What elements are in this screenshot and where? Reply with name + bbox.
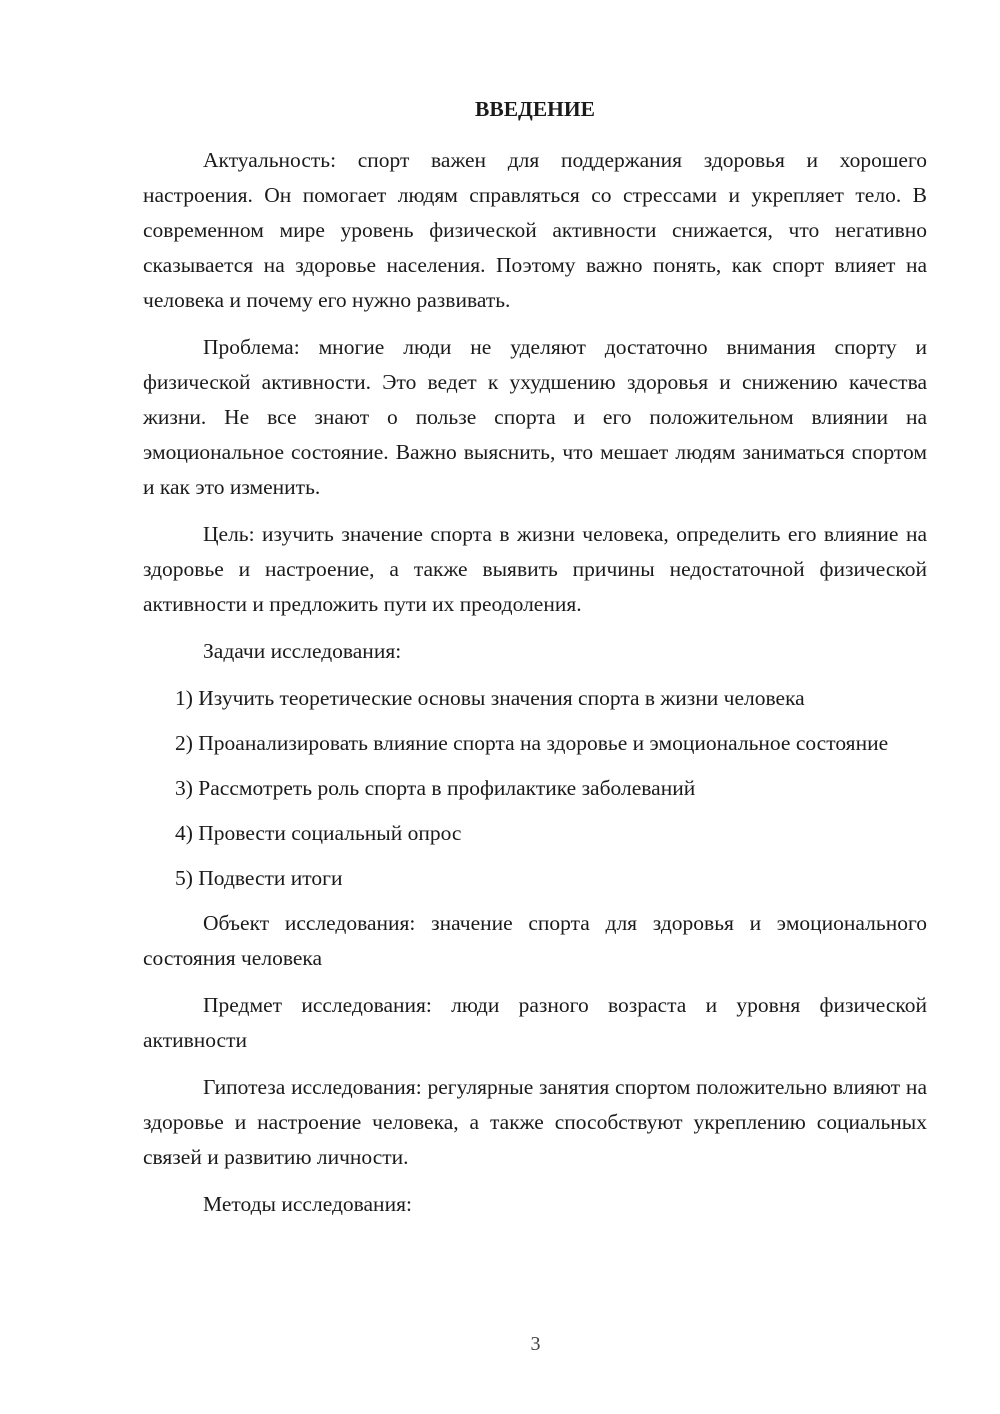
methods-heading: Методы исследования: [203,1192,412,1216]
task-item-1: 1) Изучить теоретические основы значения спорта в жизни человека [175,686,805,710]
task-item-5: 5) Подвести итоги [175,866,343,890]
paragraph-object: Объект исследования: значение спорта для здоровья и эмоционального состояния человека [143,911,927,970]
paragraph-subject: Предмет исследования: люди разного возраста и уровня физической активности [143,993,927,1052]
paragraph-problem: Проблема: многие люди не уделяют достаточно внимания спорту и физической активности. Это ведет к ухудшению здоровья и снижению качества жизни. Не все знают о пользе спорта и его положительном влиянии на эмоциональное состояние. Важно выяснить, что мешает людям заниматься спортом и как это изменить. [143,335,927,499]
task-item-2: 2) Проанализировать влияние спорта на здоровье и эмоциональное состояние [175,731,889,755]
page-title: ВВЕДЕНИЕ [475,97,595,121]
page-number: 3 [530,1333,541,1355]
paragraph-goal: Цель: изучить значение спорта в жизни человека, определить его влияние на здоровье и настроение, а также выявить причины недостаточной физической активности и предложить пути их преодоления. [143,522,927,616]
task-item-3: 3) Рассмотреть роль спорта в профилактике заболеваний [175,776,696,800]
paragraph-hypothesis: Гипотеза исследования: регулярные занятия спортом положительно влияют на здоровье и настроение человека, а также способствуют укреплению социальных связей и развитию личности. [143,1075,927,1169]
task-item-4: 4) Провести социальный опрос [175,821,462,845]
document-page [143,92,927,1234]
paragraph-relevance: Актуальность: спорт важен для поддержания здоровья и хорошего настроения. Он помогает людям справляться со стрессами и укрепляет тело. В современном мире уровень физической активности снижается, что негативно сказывается на здоровье населения. Поэтому важно понять, как спорт влияет на человека и почему его нужно развивать. [143,148,927,312]
tasks-heading: Задачи исследования: [203,639,402,663]
